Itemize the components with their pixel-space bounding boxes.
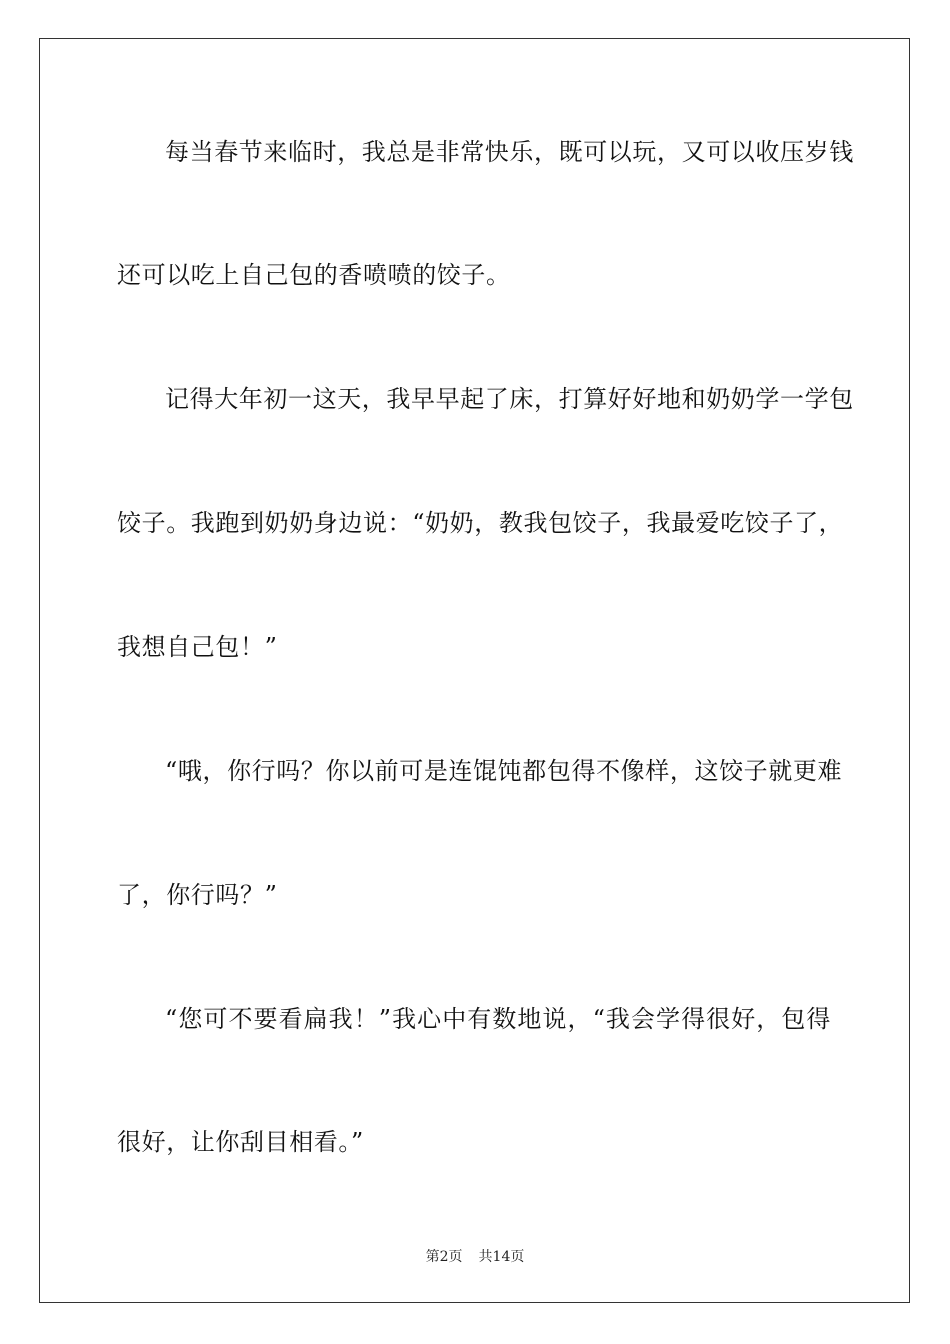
paragraph-4-line-1: “您可不要看扁我！”我心中有数地说，“我会学得很好，包得 xyxy=(165,1005,831,1033)
page-border xyxy=(39,38,910,1303)
paragraph-4-line-2: 很好，让你刮目相看。” xyxy=(117,1128,364,1156)
paragraph-2-line-1: 记得大年初一这天，我早早起了床，打算好好地和奶奶学一学包 xyxy=(165,385,854,413)
paragraph-1-line-1: 每当春节来临时，我总是非常快乐，既可以玩，又可以收压岁钱 xyxy=(165,138,854,166)
page-total: 共14页 xyxy=(478,1249,525,1265)
page-number: 第2页 xyxy=(425,1249,463,1265)
paragraph-3-line-1: “哦，你行吗？你以前可是连馄饨都包得不像样，这饺子就更难 xyxy=(165,757,843,785)
page-footer xyxy=(0,1248,950,1266)
paragraph-3-line-2: 了，你行吗？” xyxy=(117,881,278,909)
paragraph-2-line-3: 我想自己包！” xyxy=(117,633,278,661)
paragraph-2-line-2: 饺子。我跑到奶奶身边说：“奶奶，教我包饺子，我最爱吃饺子了， xyxy=(117,509,844,537)
paragraph-1-line-2: 还可以吃上自己包的香喷喷的饺子。 xyxy=(117,261,511,289)
